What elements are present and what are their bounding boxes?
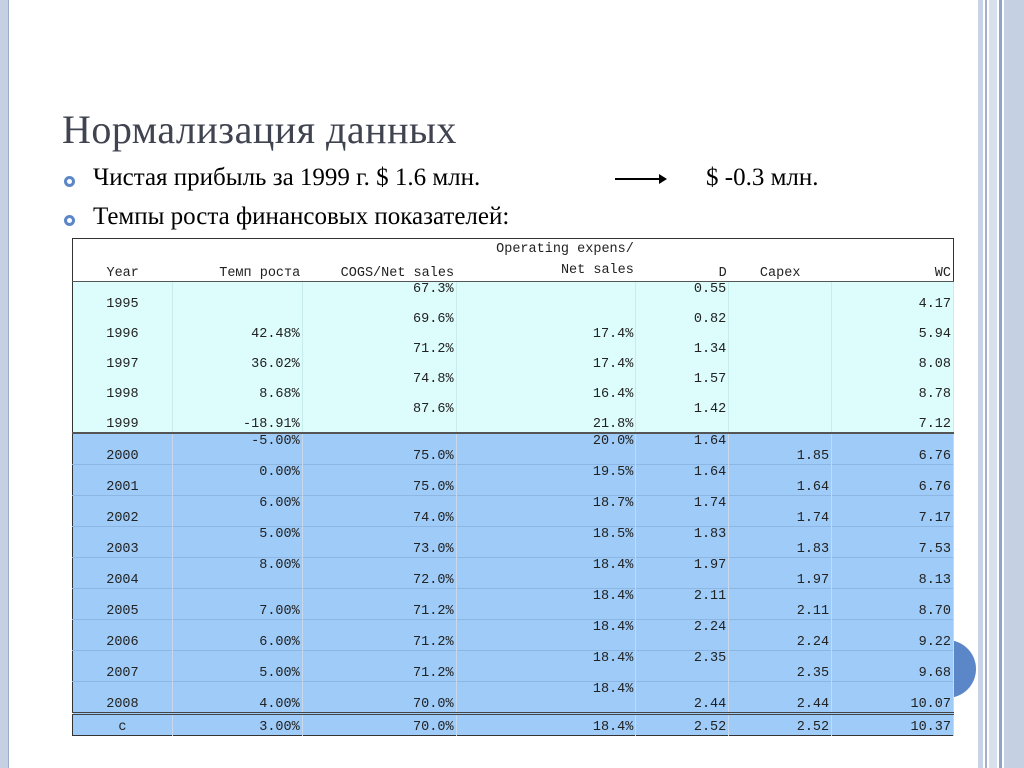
cell-d: 2.52 bbox=[636, 714, 729, 736]
cell-wc: 7.17 bbox=[832, 496, 954, 527]
cell-growth: 36.02% bbox=[172, 342, 302, 372]
header-opex-line1: Operating expens/ bbox=[496, 242, 634, 257]
cell-cogs: 73.0% bbox=[302, 527, 456, 558]
cell-wc: 5.94 bbox=[832, 312, 954, 342]
cell-opex: 18.4% bbox=[456, 682, 636, 714]
header-opex-line2: Net sales bbox=[560, 263, 634, 278]
table-row bbox=[73, 402, 954, 433]
cell-year: 2001 bbox=[73, 465, 173, 496]
cell-capex bbox=[729, 402, 832, 433]
cell-d: 1.57 bbox=[636, 372, 729, 402]
cell-opex: 18.5% bbox=[456, 527, 636, 558]
cell-year: 2000 bbox=[73, 433, 173, 465]
cell-opex: 17.4% bbox=[456, 342, 636, 372]
cell-cogs: 67.3% bbox=[302, 282, 456, 313]
cell-year: 1995 bbox=[73, 282, 173, 313]
header-growth: Темп роста bbox=[172, 239, 302, 282]
cell-cogs: 69.6% bbox=[302, 312, 456, 342]
bullet-icon bbox=[64, 176, 75, 187]
table-row bbox=[73, 620, 954, 651]
cell-opex bbox=[456, 282, 636, 313]
cell-d: 2.11 bbox=[636, 589, 729, 620]
cell-opex: 18.4% bbox=[456, 651, 636, 682]
cell-wc: 9.22 bbox=[832, 620, 954, 651]
bullet-net-profit: Чистая прибыль за 1999 г. $ 1.6 млн. bbox=[93, 164, 481, 191]
cell-opex: 20.0% bbox=[456, 433, 636, 465]
table-row bbox=[73, 372, 954, 402]
right-frame-stripes bbox=[978, 0, 1024, 768]
cell-year: 2005 bbox=[73, 589, 173, 620]
cell-capex bbox=[729, 312, 832, 342]
cell-d: 0.82 bbox=[636, 312, 729, 342]
cell-opex: 18.4% bbox=[456, 620, 636, 651]
cell-year: 2007 bbox=[73, 651, 173, 682]
cell-wc: 8.78 bbox=[832, 372, 954, 402]
table-row bbox=[73, 527, 954, 558]
table-row bbox=[73, 714, 954, 736]
cell-cogs: 75.0% bbox=[302, 433, 456, 465]
cell-opex: 18.4% bbox=[456, 558, 636, 589]
cell-opex: 18.7% bbox=[456, 496, 636, 527]
cell-d: 0.55 bbox=[636, 282, 729, 313]
cell-year: c bbox=[73, 714, 173, 736]
header-opex bbox=[456, 239, 636, 282]
cell-wc: 6.76 bbox=[832, 465, 954, 496]
cell-year: 2003 bbox=[73, 527, 173, 558]
cell-cogs: 71.2% bbox=[302, 342, 456, 372]
cell-capex: 1.85 bbox=[729, 433, 832, 465]
cell-cogs: 74.8% bbox=[302, 372, 456, 402]
cell-d: 2.24 bbox=[636, 620, 729, 651]
cell-cogs: 75.0% bbox=[302, 465, 456, 496]
cell-capex: 1.74 bbox=[729, 496, 832, 527]
cell-cogs: 72.0% bbox=[302, 558, 456, 589]
header-capex: Capex bbox=[729, 239, 832, 282]
table-row bbox=[73, 342, 954, 372]
cell-d: 1.42 bbox=[636, 402, 729, 433]
cell-wc: 9.68 bbox=[832, 651, 954, 682]
cell-year: 1999 bbox=[73, 402, 173, 433]
cell-capex bbox=[729, 342, 832, 372]
cell-d: 2.35 bbox=[636, 651, 729, 682]
cell-year: 2002 bbox=[73, 496, 173, 527]
header-wc: WC bbox=[832, 239, 954, 282]
table-row bbox=[73, 496, 954, 527]
cell-capex: 2.24 bbox=[729, 620, 832, 651]
cell-wc: 4.17 bbox=[832, 282, 954, 313]
cell-capex: 2.52 bbox=[729, 714, 832, 736]
table-row bbox=[73, 682, 954, 714]
cell-cogs: 70.0% bbox=[302, 682, 456, 714]
cell-wc: 7.12 bbox=[832, 402, 954, 433]
table-row bbox=[73, 282, 954, 313]
cell-capex: 1.64 bbox=[729, 465, 832, 496]
cell-year: 2008 bbox=[73, 682, 173, 714]
cell-year: 1996 bbox=[73, 312, 173, 342]
cell-cogs: 87.6% bbox=[302, 402, 456, 433]
cell-year: 2004 bbox=[73, 558, 173, 589]
cell-wc: 8.70 bbox=[832, 589, 954, 620]
left-frame-stripe bbox=[0, 0, 9, 768]
cell-opex: 21.8% bbox=[456, 402, 636, 433]
cell-wc: 10.07 bbox=[832, 682, 954, 714]
cell-growth: 3.00% bbox=[172, 714, 302, 736]
cell-cogs: 74.0% bbox=[302, 496, 456, 527]
cell-capex bbox=[729, 282, 832, 313]
cell-opex: 18.4% bbox=[456, 589, 636, 620]
table-row bbox=[73, 558, 954, 589]
cell-d: 1.34 bbox=[636, 342, 729, 372]
cell-d: 1.97 bbox=[636, 558, 729, 589]
cell-growth: -5.00% bbox=[172, 433, 302, 465]
cell-d: 1.74 bbox=[636, 496, 729, 527]
cell-wc: 10.37 bbox=[832, 714, 954, 736]
cell-opex: 19.5% bbox=[456, 465, 636, 496]
cell-wc: 7.53 bbox=[832, 527, 954, 558]
cell-d: 1.83 bbox=[636, 527, 729, 558]
cell-cogs: 71.2% bbox=[302, 620, 456, 651]
cell-capex: 1.83 bbox=[729, 527, 832, 558]
cell-growth: 8.00% bbox=[172, 558, 302, 589]
cell-opex: 18.4% bbox=[456, 714, 636, 736]
table-header-row bbox=[73, 239, 954, 282]
cell-cogs: 71.2% bbox=[302, 589, 456, 620]
cell-wc: 8.13 bbox=[832, 558, 954, 589]
cell-capex: 2.44 bbox=[729, 682, 832, 714]
slide-title: Нормализация данных bbox=[62, 107, 457, 152]
cell-cogs: 70.0% bbox=[302, 714, 456, 736]
cell-growth: 5.00% bbox=[172, 651, 302, 682]
cell-d: 2.44 bbox=[636, 682, 729, 714]
cell-growth: 42.48% bbox=[172, 312, 302, 342]
financial-table bbox=[72, 238, 954, 736]
header-year: Year bbox=[73, 239, 173, 282]
cell-opex: 17.4% bbox=[456, 312, 636, 342]
table-row bbox=[73, 312, 954, 342]
cell-year: 2006 bbox=[73, 620, 173, 651]
cell-cogs: 71.2% bbox=[302, 651, 456, 682]
cell-growth: 4.00% bbox=[172, 682, 302, 714]
cell-growth: 6.00% bbox=[172, 496, 302, 527]
cell-d: 1.64 bbox=[636, 433, 729, 465]
cell-growth: 8.68% bbox=[172, 372, 302, 402]
cell-year: 1997 bbox=[73, 342, 173, 372]
cell-d: 1.64 bbox=[636, 465, 729, 496]
cell-opex: 16.4% bbox=[456, 372, 636, 402]
table-row bbox=[73, 589, 954, 620]
cell-growth: 6.00% bbox=[172, 620, 302, 651]
cell-growth: -18.91% bbox=[172, 402, 302, 433]
header-d: D bbox=[636, 239, 729, 282]
cell-year: 1998 bbox=[73, 372, 173, 402]
bullet-growth-rates: Темпы роста финансовых показателей: bbox=[93, 203, 510, 230]
cell-growth: 0.00% bbox=[172, 465, 302, 496]
cell-wc: 8.08 bbox=[832, 342, 954, 372]
cell-capex: 1.97 bbox=[729, 558, 832, 589]
arrow-right-icon bbox=[615, 178, 665, 180]
cell-capex bbox=[729, 372, 832, 402]
cell-wc: 6.76 bbox=[832, 433, 954, 465]
bullet-net-profit-normalized: $ -0.3 млн. bbox=[706, 164, 819, 191]
cell-capex: 2.11 bbox=[729, 589, 832, 620]
table-row bbox=[73, 433, 954, 465]
cell-growth: 7.00% bbox=[172, 589, 302, 620]
table-row bbox=[73, 465, 954, 496]
bullet-icon bbox=[64, 215, 75, 226]
cell-capex: 2.35 bbox=[729, 651, 832, 682]
cell-growth bbox=[172, 282, 302, 313]
cell-growth: 5.00% bbox=[172, 527, 302, 558]
header-cogs: COGS/Net sales bbox=[302, 239, 456, 282]
table-row bbox=[73, 651, 954, 682]
